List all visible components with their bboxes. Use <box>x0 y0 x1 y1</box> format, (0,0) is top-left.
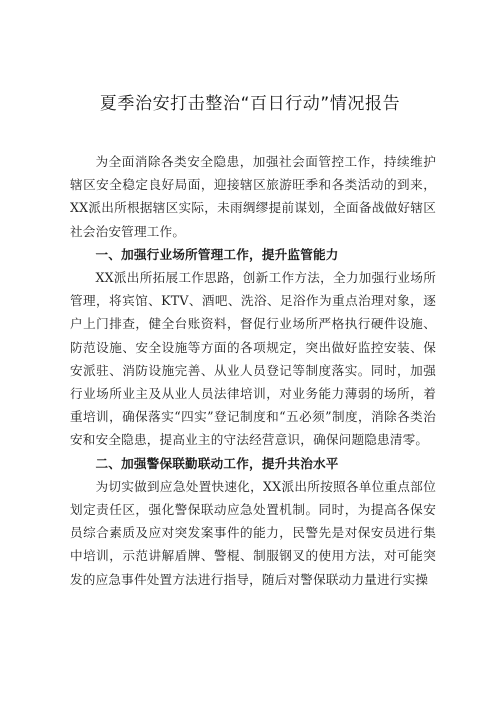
document-body <box>70 150 436 591</box>
intro-paragraph: 为全面消除各类安全隐患，加强社会面管控工作，持续维护辖区安全稳定良好局面，迎接辖区旅游旺季和各类活动的到来，XX派出所根据辖区实际，未雨绸缪提前谋划，全面备战做好辖区社会治安管理工作。 <box>70 154 436 239</box>
section-2 <box>70 452 436 591</box>
section-1 <box>70 243 436 452</box>
section-paragraph: XX派出所拓展工作思路，创新工作方法，全力加强行业场所管理，将宾馆、KTV、酒吧、洗浴、足浴作为重点治理对象，逐户上门排查，健全台账资料，督促行业场所严格执行硬件设施、防范设施、安全设施等方面的各项规定，突出做好监控安装、保安派驻、消防设施完善、从业人员登记等制度落实。同时，加强行业场所业主及从业人员法律培训，对业务能力薄弱的场所，着重培训，确保落实“四实”登记制度和“五必须”制度，消除各类治安和安全隐患，提高业主的守法经营意识，确保问题隐患清零。 <box>70 270 436 448</box>
section-heading: 二、加强警保联勤联动工作，提升共治水平 <box>95 455 339 471</box>
section-paragraph: 为切实做到应急处置快速化，XX派出所按照各单位重点部位划定责任区，强化警保联动应急处置机制。同时，为提高各保安员综合素质及应对突发案事件的能力，民警先是对保安员进行集中培训，示范讲解盾牌、警棍、制服钢叉的使用方法，对可能突发的应急事件处置方法进行指导，随后对警保联动力量进行实操 <box>70 478 436 587</box>
document-title: 夏季治安打击整治“百日行动”情况报告 <box>99 94 401 114</box>
section-heading: 一、加强行业场所管理工作，提升监管能力 <box>95 246 339 262</box>
